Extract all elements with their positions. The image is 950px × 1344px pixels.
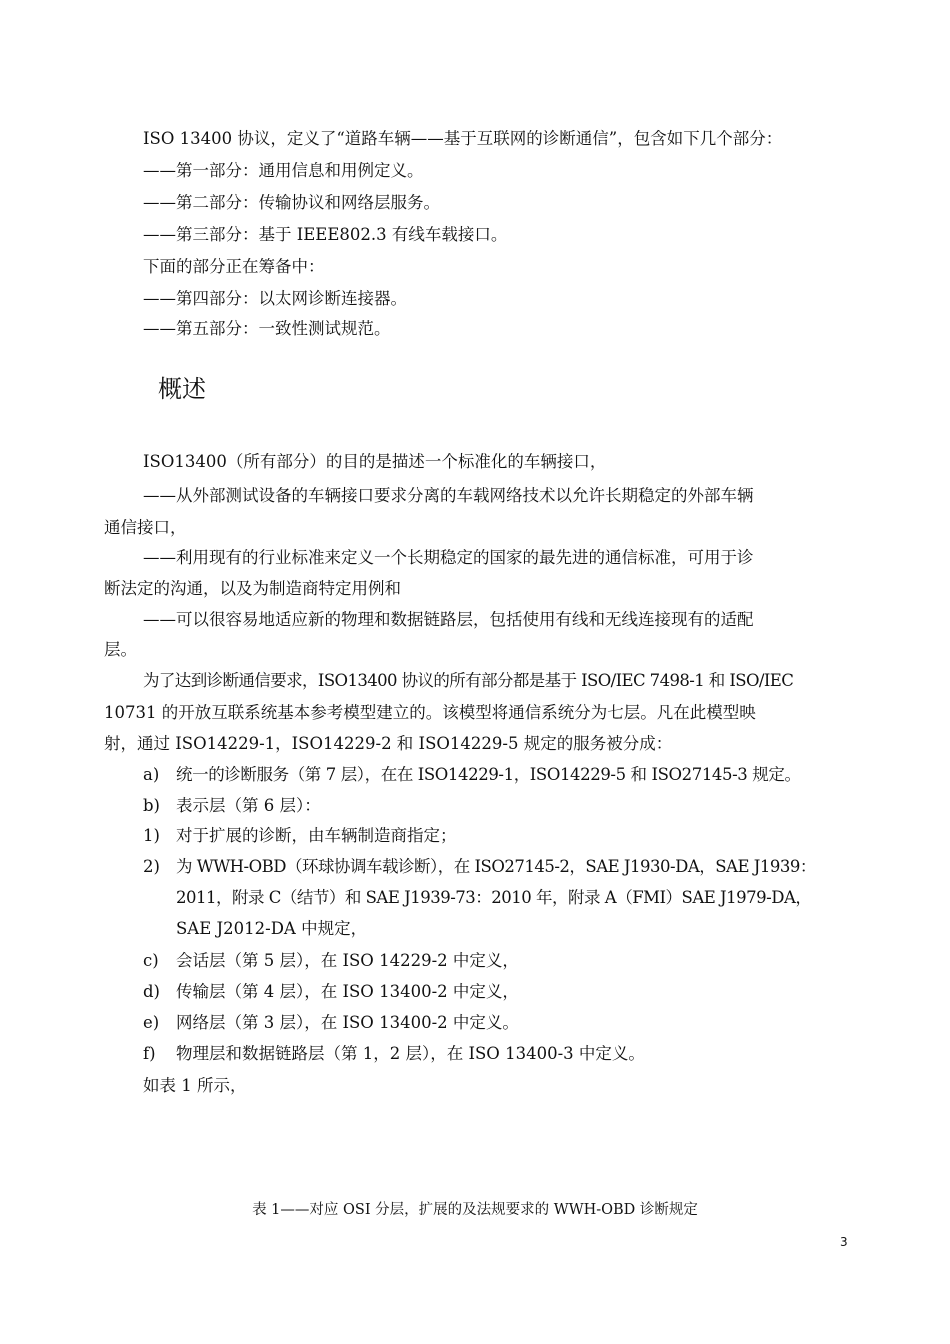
part-3-line: ——第三部分：基于 IEEE802.3 有线车载接口。 bbox=[143, 225, 508, 244]
list-item: 为 WWH-OBD（环球协调车载诊断），在 ISO27145-2，SAE J1930-DA，SAE J1939： bbox=[176, 857, 816, 876]
overview-paragraph-5-line-1: 为了达到诊断通信要求，ISO13400 协议的所有部分都是基于 ISO/IEC 7498-1 和 ISO/IEC bbox=[143, 671, 794, 690]
overview-paragraph-2-line-2: 通信接口， bbox=[104, 518, 187, 537]
list-item-marker: 2) bbox=[143, 857, 160, 876]
list-item-marker: c) bbox=[143, 951, 159, 970]
overview-paragraph-4-line-2: 层。 bbox=[104, 640, 137, 659]
list-item: 会话层（第 5 层），在 ISO 14229-2 中定义， bbox=[176, 951, 519, 970]
list-item-marker: 1) bbox=[143, 826, 160, 845]
preparing-line: 下面的部分正在筹备中： bbox=[143, 257, 325, 276]
list-item: 对于扩展的诊断，由车辆制造商指定； bbox=[176, 826, 457, 845]
page-number: 3 bbox=[840, 1235, 848, 1249]
list-item: 物理层和数据链路层（第 1，2 层），在 ISO 13400-3 中定义。 bbox=[176, 1044, 645, 1063]
list-item-continuation: 2011，附录 C（结节）和 SAE J1939-73：2010 年，附录 A（FMI）SAE J1979-DA， bbox=[176, 888, 812, 907]
overview-paragraph-4-line-1: ——可以很容易地适应新的物理和数据链路层，包括使用有线和无线连接现有的适配 bbox=[143, 610, 754, 629]
list-item: 统一的诊断服务（第 7 层），在在 ISO14229-1，ISO14229-5 和 ISO27145-3 规定。 bbox=[176, 765, 801, 784]
overview-paragraph-1: ISO13400（所有部分）的目的是描述一个标准化的车辆接口， bbox=[143, 452, 607, 471]
part-5-line: ——第五部分：一致性测试规范。 bbox=[143, 319, 391, 338]
list-item-marker: b) bbox=[143, 796, 160, 815]
list-item-marker: e) bbox=[143, 1013, 160, 1032]
table-reference: 如表 1 所示， bbox=[143, 1076, 247, 1095]
overview-paragraph-3-line-2: 断法定的沟通，以及为制造商特定用例和 bbox=[104, 579, 401, 598]
table-caption: 表 1——对应 OSI 分层，扩展的及法规要求的 WWH-OBD 诊断规定 bbox=[252, 1202, 698, 1218]
overview-paragraph-5-line-2: 10731 的开放互联系统基本参考模型建立的。该模型将通信系统分为七层。凡在此模型映 bbox=[104, 703, 756, 722]
intro-line: ISO 13400 协议，定义了“道路车辆——基于互联网的诊断通信”，包含如下几个部分： bbox=[143, 129, 783, 148]
overview-paragraph-5-line-3: 射，通过 ISO14229-1，ISO14229-2 和 ISO14229-5 规定的服务被分成： bbox=[104, 734, 673, 753]
list-item-marker: d) bbox=[143, 982, 160, 1001]
part-2-line: ——第二部分：传输协议和网络层服务。 bbox=[143, 193, 440, 212]
list-item: 表示层（第 6 层）： bbox=[176, 796, 321, 815]
list-item: 网络层（第 3 层），在 ISO 13400-2 中定义。 bbox=[176, 1013, 519, 1032]
list-item-marker: a) bbox=[143, 765, 160, 784]
list-item-continuation: SAE J2012-DA 中规定， bbox=[176, 919, 368, 938]
list-item-marker: f) bbox=[143, 1044, 156, 1063]
part-4-line: ——第四部分：以太网诊断连接器。 bbox=[143, 289, 407, 308]
overview-paragraph-2-line-1: ——从外部测试设备的车辆接口要求分离的车载网络技术以允许长期稳定的外部车辆 bbox=[143, 486, 754, 505]
overview-heading: 概述 bbox=[158, 375, 206, 403]
list-item: 传输层（第 4 层），在 ISO 13400-2 中定义， bbox=[176, 982, 519, 1001]
overview-paragraph-3-line-1: ——利用现有的行业标准来定义一个长期稳定的国家的最先进的通信标准，可用于诊 bbox=[143, 548, 754, 567]
part-1-line: ——第一部分：通用信息和用例定义。 bbox=[143, 161, 424, 180]
